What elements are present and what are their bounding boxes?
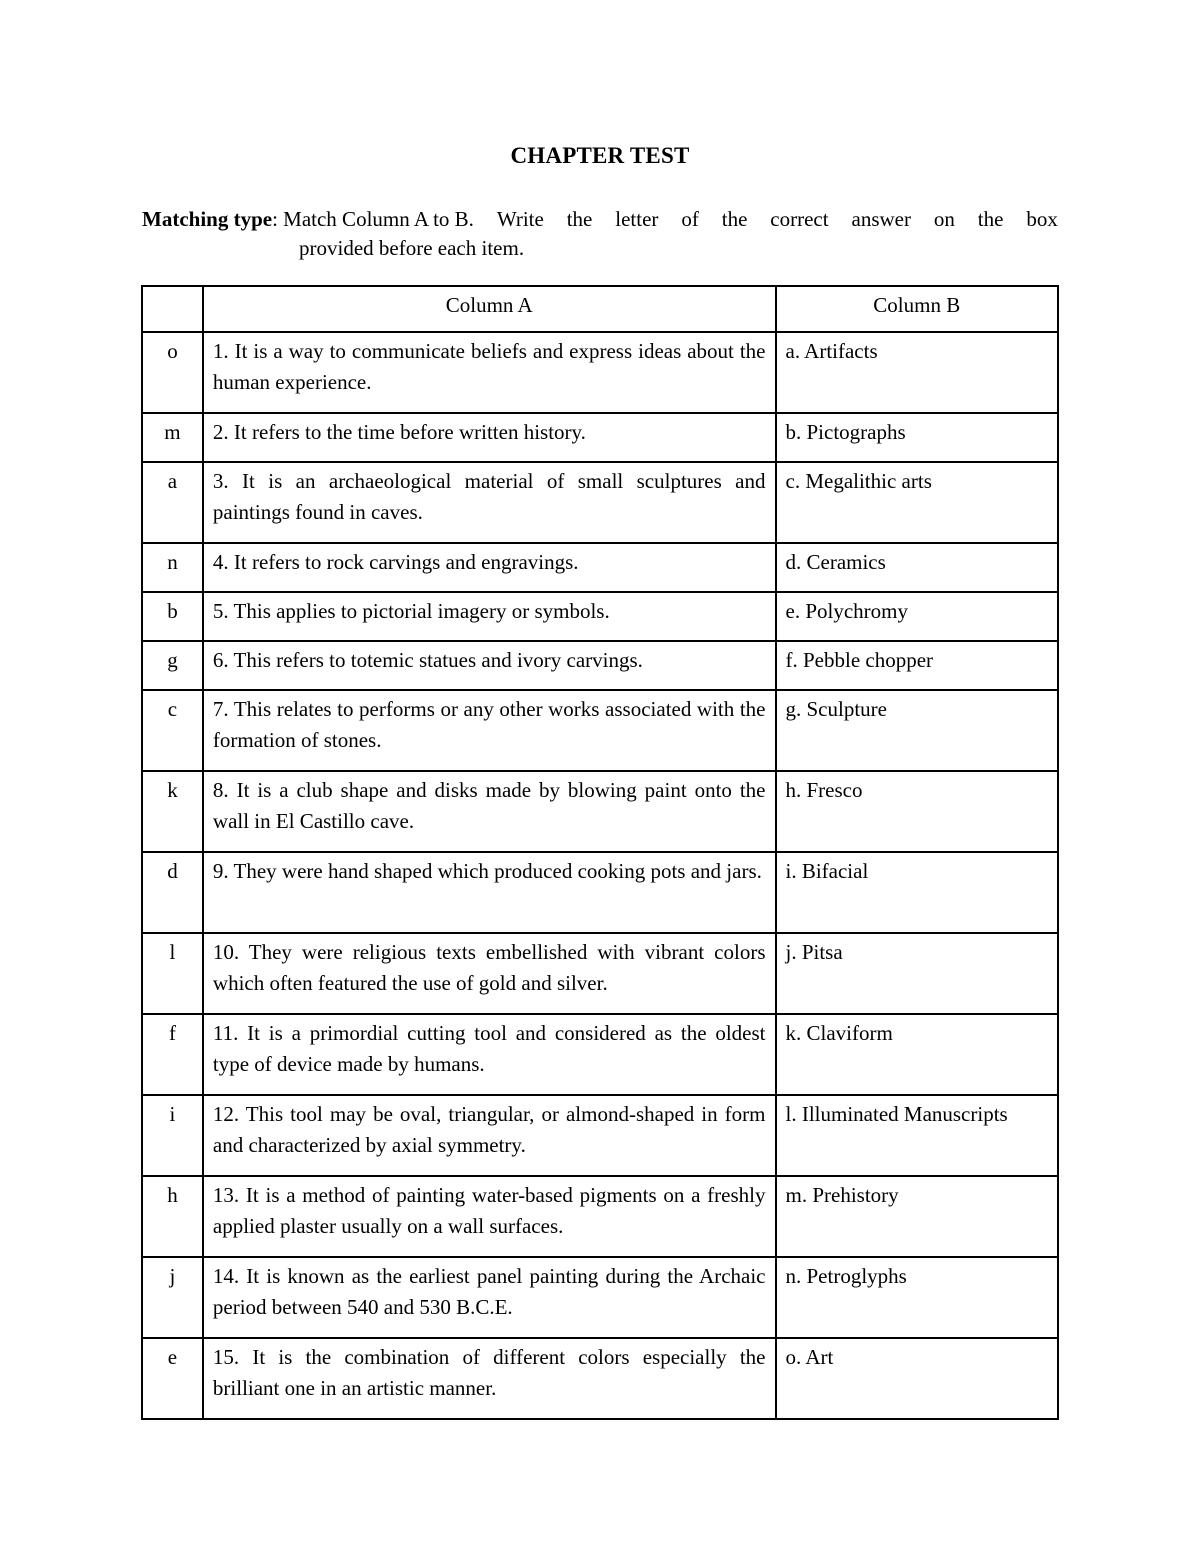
table-row <box>142 1095 1058 1176</box>
page-title: CHAPTER TEST <box>510 143 690 168</box>
instructions-line-1 <box>142 205 1058 234</box>
answer-cell: f <box>142 1014 203 1095</box>
table-row <box>142 852 1058 933</box>
choice-cell: g. Sculpture <box>776 690 1059 771</box>
question-cell: 6. This refers to totemic statues and ivory carvings. <box>203 641 776 690</box>
table-row <box>142 933 1058 1014</box>
question-cell: 15. It is the combination of different colors especially the brilliant one in an artistic manner. <box>203 1338 776 1419</box>
choice-cell: d. Ceramics <box>776 543 1059 592</box>
question-cell: 10. They were religious texts embellished with vibrant colors which often featured the use of gold and silver. <box>203 933 776 1014</box>
question-cell: 11. It is a primordial cutting tool and considered as the oldest type of device made by humans. <box>203 1014 776 1095</box>
answer-cell: k <box>142 771 203 852</box>
instructions-line-1-part <box>142 205 474 234</box>
choice-cell: j. Pitsa <box>776 933 1059 1014</box>
instructions-word: letter <box>615 207 659 231</box>
choice-cell: o. Art <box>776 1338 1059 1419</box>
answer-cell: m <box>142 413 203 462</box>
instructions-word: box <box>1026 207 1058 231</box>
table-row <box>142 462 1058 543</box>
question-cell: 8. It is a club shape and disks made by blowing paint onto the wall in El Castillo cave. <box>203 771 776 852</box>
matching-table <box>141 285 1059 1420</box>
choice-cell: k. Claviform <box>776 1014 1059 1095</box>
table-row <box>142 1014 1058 1095</box>
question-cell: 3. It is an archaeological material of small sculptures and paintings found in caves. <box>203 462 776 543</box>
answer-cell: a <box>142 462 203 543</box>
header-column-a: Column A <box>203 286 776 332</box>
instructions-word: the <box>721 207 748 231</box>
choice-cell: l. Illuminated Manuscripts <box>776 1095 1059 1176</box>
table-row <box>142 1338 1058 1419</box>
table-row <box>142 1176 1058 1257</box>
question-cell: 14. It is known as the earliest panel painting during the Archaic period between 540 and 530 B.C.E. <box>203 1257 776 1338</box>
choice-cell: a. Artifacts <box>776 332 1059 413</box>
instructions <box>142 205 1058 263</box>
table-row <box>142 641 1058 690</box>
choice-cell: e. Polychromy <box>776 592 1059 641</box>
answer-cell: o <box>142 332 203 413</box>
answer-cell: l <box>142 933 203 1014</box>
instructions-word: Write <box>496 207 544 231</box>
instructions-label: Matching type <box>142 207 273 231</box>
instructions-word: on <box>933 207 955 231</box>
answer-cell: d <box>142 852 203 933</box>
table-body <box>142 332 1058 1419</box>
question-cell: 12. This tool may be oval, triangular, or almond-shaped in form and characterized by axial symmetry. <box>203 1095 776 1176</box>
choice-cell: m. Prehistory <box>776 1176 1059 1257</box>
question-cell: 1. It is a way to communicate beliefs and express ideas about the human experience. <box>203 332 776 413</box>
answer-cell: i <box>142 1095 203 1176</box>
instructions-word: of <box>681 207 699 231</box>
choice-cell: i. Bifacial <box>776 852 1059 933</box>
question-cell: 13. It is a method of painting water-based pigments on a freshly applied plaster usually on a wall surfaces. <box>203 1176 776 1257</box>
table-row <box>142 690 1058 771</box>
table-row <box>142 592 1058 641</box>
answer-cell: j <box>142 1257 203 1338</box>
question-cell: 2. It refers to the time before written history. <box>203 413 776 462</box>
instructions-text-start: : Match Column A to B. <box>272 207 474 231</box>
table-header-row <box>142 286 1058 332</box>
table-row <box>142 543 1058 592</box>
instructions-word: the <box>566 207 593 231</box>
question-cell: 7. This relates to performs or any other works associated with the formation of stones. <box>203 690 776 771</box>
table-row <box>142 413 1058 462</box>
header-answer <box>142 286 203 332</box>
choice-cell: b. Pictographs <box>776 413 1059 462</box>
table-row <box>142 1257 1058 1338</box>
question-cell: 4. It refers to rock carvings and engravings. <box>203 543 776 592</box>
instructions-word: correct <box>770 207 829 231</box>
answer-cell: e <box>142 1338 203 1419</box>
instructions-line-2: provided before each item. <box>299 236 525 260</box>
choice-cell: f. Pebble chopper <box>776 641 1059 690</box>
answer-cell: b <box>142 592 203 641</box>
instructions-word: the <box>977 207 1004 231</box>
answer-cell: g <box>142 641 203 690</box>
instructions-word: answer <box>851 207 911 231</box>
question-cell: 5. This applies to pictorial imagery or symbols. <box>203 592 776 641</box>
choice-cell: n. Petroglyphs <box>776 1257 1059 1338</box>
header-column-b: Column B <box>776 286 1059 332</box>
table-row <box>142 771 1058 852</box>
answer-cell: h <box>142 1176 203 1257</box>
choice-cell: h. Fresco <box>776 771 1059 852</box>
table-row <box>142 332 1058 413</box>
answer-cell: c <box>142 690 203 771</box>
choice-cell: c. Megalithic arts <box>776 462 1059 543</box>
question-cell: 9. They were hand shaped which produced cooking pots and jars. <box>203 852 776 933</box>
answer-cell: n <box>142 543 203 592</box>
